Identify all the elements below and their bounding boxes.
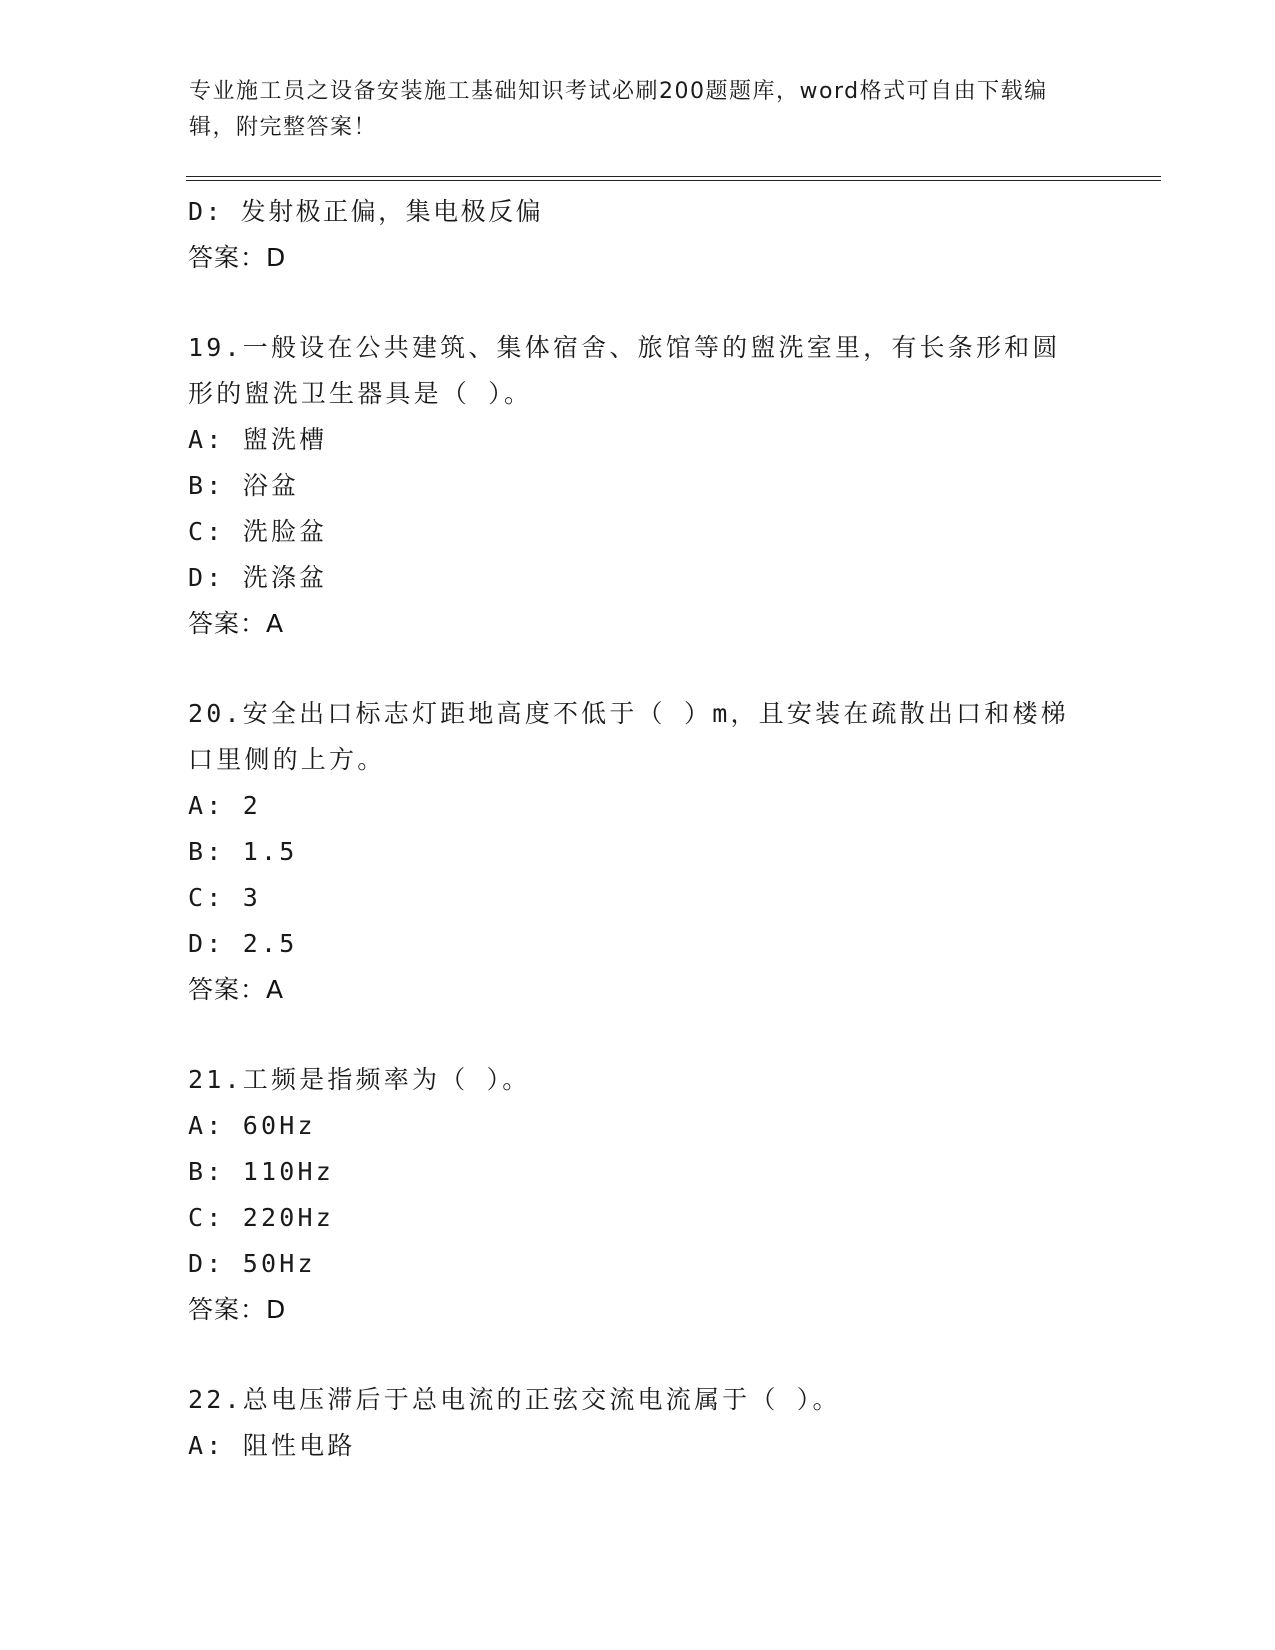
option-c: C: 3 [188, 883, 262, 912]
question-block-20 [188, 691, 1088, 1013]
option-b: B: 浴盆 [188, 471, 300, 500]
option-b: B: 110Hz [188, 1157, 335, 1186]
question-text-line-1: 21.工频是指频率为（ ）。 [188, 1065, 531, 1094]
option-c: C: 洗脸盆 [188, 517, 328, 546]
answer: 答案：D [188, 243, 287, 272]
question-block-22 [188, 1377, 1088, 1469]
answer: 答案：A [188, 609, 285, 638]
question-text-line-2: 口里侧的上方。 [188, 745, 386, 774]
question-block-18 [188, 189, 1088, 281]
question-block-19 [188, 325, 1088, 647]
option-a: A: 60Hz [188, 1111, 316, 1140]
option-d: D: 发射极正偏，集电极反偏 [188, 197, 544, 226]
question-text-line-1: 20.安全出口标志灯距地高度不低于（ ）m，且安装在疏散出口和楼梯 [188, 699, 1069, 728]
question-text-line-1: 19.一般设在公共建筑、集体宿舍、旅馆等的盥洗室里，有长条形和圆 [188, 333, 1061, 362]
option-a: A: 2 [188, 791, 262, 820]
option-a: A: 盥洗槽 [188, 425, 328, 454]
header-divider [186, 176, 1161, 181]
option-c: C: 220Hz [188, 1203, 335, 1232]
block-gap [188, 1013, 1088, 1057]
block-gap [188, 281, 1088, 325]
block-gap [188, 1333, 1088, 1377]
option-d: D: 洗涤盆 [188, 563, 328, 592]
question-text-line-2: 形的盥洗卫生器具是（ ）。 [188, 379, 533, 408]
question-list [188, 189, 1088, 1469]
option-a: A: 阻性电路 [188, 1431, 356, 1460]
answer: 答案：D [188, 1295, 287, 1324]
answer: 答案：A [188, 975, 285, 1004]
option-d: D: 2.5 [188, 929, 298, 958]
question-block-21 [188, 1057, 1088, 1333]
block-gap [188, 647, 1088, 691]
question-text-line-1: 22.总电压滞后于总电流的正弦交流电流属于（ ）。 [188, 1385, 841, 1414]
page-header-title: 专业施工员之设备安装施工基础知识考试必刷200题题库，word格式可自由下载编辑，附完整答案！ [189, 79, 1048, 140]
option-d: D: 50Hz [188, 1249, 316, 1278]
option-b: B: 1.5 [188, 837, 298, 866]
